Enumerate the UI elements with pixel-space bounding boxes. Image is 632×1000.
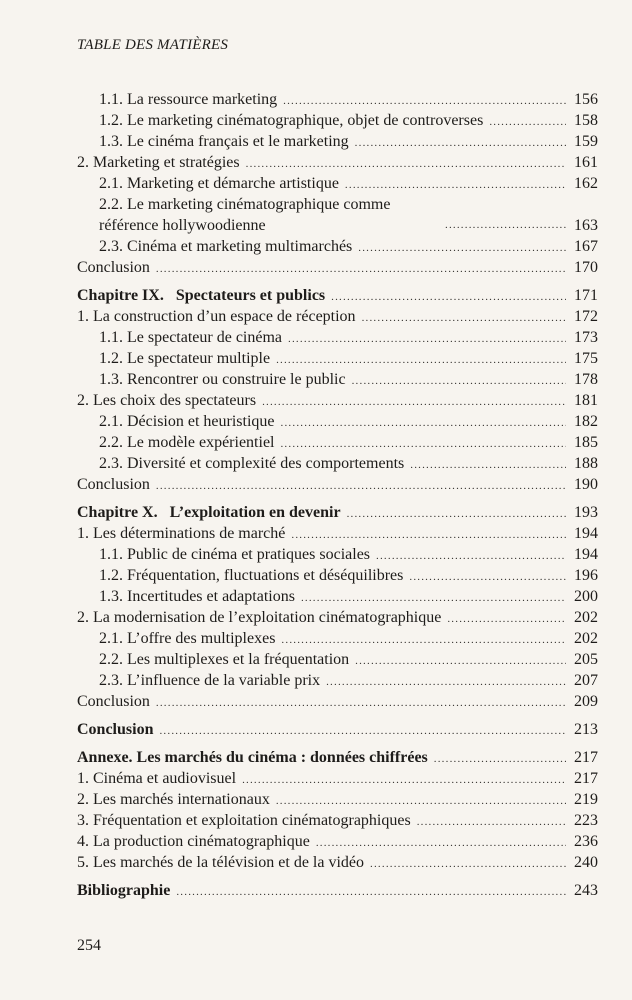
toc-entry [77, 810, 598, 831]
toc-entry [77, 194, 598, 236]
toc-entry [77, 89, 598, 110]
toc-entry-page: 181 [574, 392, 598, 409]
toc-entry [77, 523, 598, 544]
toc-entry-page: 162 [574, 175, 598, 192]
toc-entry-label: 2.2. Le marketing cinématographique comme référence hollywoodienne [99, 196, 391, 234]
toc-entry-page: 217 [574, 749, 598, 766]
leader-dots [326, 672, 566, 693]
leader-dots [291, 525, 566, 546]
leader-dots [345, 175, 566, 196]
toc-entry [77, 453, 598, 474]
toc-entry-page: 202 [574, 609, 598, 626]
toc-entry [77, 768, 598, 789]
toc-entry-label: 2.2. Le modèle expérientiel [99, 434, 275, 451]
toc-entry [77, 152, 598, 173]
toc-entry-page: 178 [574, 371, 598, 388]
toc-entry [77, 327, 598, 348]
leader-dots [410, 455, 566, 476]
toc-entry-label: 5. Les marchés de la télévision et de la vidéo [77, 854, 365, 871]
toc-entry-label: 1.3. Incertitudes et adaptations [99, 588, 295, 605]
toc-entry-label: Annexe. Les marchés du cinéma : données chiffrées [77, 749, 428, 766]
toc-entry-page: 161 [574, 154, 598, 171]
toc-entry-label: 2.2. Les multiplexes et la fréquentation [99, 651, 350, 668]
toc-entry-page: 172 [574, 308, 598, 325]
toc-entry [77, 628, 598, 649]
toc-entry-page: 196 [574, 567, 598, 584]
leader-dots [281, 413, 566, 434]
toc-entry-page: 193 [574, 504, 598, 521]
toc-entry-page: 200 [574, 588, 598, 605]
toc-entry-label: 2.1. Décision et heuristique [99, 413, 275, 430]
toc-entry-page: 173 [574, 329, 598, 346]
leader-dots [316, 833, 566, 854]
toc-entry-label: 2.1. L’offre des multiplexes [99, 630, 276, 647]
leader-dots [156, 693, 566, 714]
toc-entry [77, 257, 598, 278]
toc-entry-label: 2. La modernisation de l’exploitation cinématographique [77, 609, 442, 626]
leader-dots [445, 215, 566, 236]
toc-entry-label: 1.1. Public de cinéma et pratiques sociales [99, 546, 371, 563]
toc-entry-label: 1.3. Le cinéma français et le marketing [99, 133, 349, 150]
toc-entry-page: 185 [574, 434, 598, 451]
leader-dots [355, 651, 566, 672]
toc-entry-label: 1.3. Rencontrer ou construire le public [99, 371, 346, 388]
toc-entry-label: Conclusion [77, 259, 150, 276]
leader-dots [447, 609, 566, 630]
toc-entry-page: 217 [574, 770, 598, 787]
toc-entry-label: 1.2. Fréquentation, fluctuations et déséquilibres [99, 567, 404, 584]
toc-entry [77, 306, 598, 327]
toc-entry [77, 670, 598, 691]
toc-entry-label: Bibliographie [77, 882, 171, 899]
toc-entry-label: Conclusion [77, 693, 150, 710]
toc-entry-page: 194 [574, 525, 598, 542]
toc-entry-label: 3. Fréquentation et exploitation cinématographiques [77, 812, 411, 829]
leader-dots [347, 504, 566, 525]
leader-dots [176, 882, 566, 903]
toc-entry-label: 2.3. Diversité et complexité des comportements [99, 455, 405, 472]
toc-entry-page: 236 [574, 833, 598, 850]
toc-entry [77, 565, 598, 586]
toc-entry-label: 1.1. La ressource marketing [99, 91, 278, 108]
toc-entry [77, 173, 598, 194]
toc-entry-page: 156 [574, 91, 598, 108]
toc-entry-page: 158 [574, 112, 598, 129]
toc-entry-label: 2.3. L’influence de la variable prix [99, 672, 321, 689]
toc-entry-page: 240 [574, 854, 598, 871]
toc-entry [77, 649, 598, 670]
toc-entry [77, 369, 598, 390]
toc-entry-label: 2. Marketing et stratégies [77, 154, 240, 171]
toc-entry-page: 205 [574, 651, 598, 668]
toc-entry [77, 691, 598, 712]
toc-entry-page: 202 [574, 630, 598, 647]
toc-entry-page: 213 [574, 721, 598, 738]
toc-chapter-entry [77, 285, 598, 306]
toc-entry-label: Chapitre X. L’exploitation en devenir [77, 504, 341, 521]
leader-dots [283, 91, 566, 112]
leader-dots [355, 133, 566, 154]
toc-chapter-entry [77, 719, 598, 740]
toc-chapter-entry [77, 880, 598, 901]
toc-entry [77, 131, 598, 152]
page-number: 254 [77, 937, 101, 954]
leader-dots [352, 371, 566, 392]
toc-chapter-entry [77, 747, 598, 768]
toc-entry-page: 207 [574, 672, 598, 689]
toc-entry-label: 2.1. Marketing et démarche artistique [99, 175, 339, 192]
toc-entry [77, 432, 598, 453]
toc-entry [77, 390, 598, 411]
leader-dots [370, 854, 566, 875]
toc-entry-label: 2.3. Cinéma et marketing multimarchés [99, 238, 353, 255]
toc-entry [77, 586, 598, 607]
toc-entry-label: Conclusion [77, 721, 154, 738]
running-header: TABLE DES MATIÈRES [77, 37, 229, 53]
leader-dots [358, 238, 566, 259]
toc-entry [77, 110, 598, 131]
leader-dots [242, 770, 566, 791]
toc-entry [77, 236, 598, 257]
toc-entry-page: 175 [574, 350, 598, 367]
toc-entry-label: 2. Les choix des spectateurs [77, 392, 257, 409]
leader-dots [276, 791, 566, 812]
toc-entry [77, 348, 598, 369]
toc-entry [77, 831, 598, 852]
toc-entry-page: 223 [574, 812, 598, 829]
leader-dots [156, 259, 566, 280]
toc-entry-page: 159 [574, 133, 598, 150]
leader-dots [417, 812, 566, 833]
leader-dots [156, 476, 566, 497]
toc-entry-page: 190 [574, 476, 598, 493]
toc-entry [77, 544, 598, 565]
leader-dots [262, 392, 566, 413]
leader-dots [434, 749, 566, 770]
leader-dots [301, 588, 566, 609]
leader-dots [281, 630, 566, 651]
toc-entry-label: 1. La construction d’un espace de réception [77, 308, 356, 325]
toc-entry-label: Conclusion [77, 476, 150, 493]
leader-dots [362, 308, 566, 329]
leader-dots [489, 112, 566, 133]
leader-dots [409, 567, 566, 588]
leader-dots [276, 350, 566, 371]
leader-dots [331, 287, 566, 308]
toc-entry [77, 852, 598, 873]
toc-entry-label: 4. La production cinématographique [77, 833, 310, 850]
toc-entry-label: 1.2. Le marketing cinématographique, objet de controverses [99, 112, 484, 129]
leader-dots [159, 721, 566, 742]
toc-entry-page: 188 [574, 455, 598, 472]
toc-entry-label: 1.1. Le spectateur de cinéma [99, 329, 283, 346]
toc-entry-label: 1. Les déterminations de marché [77, 525, 286, 542]
leader-dots [246, 154, 566, 175]
toc-entry [77, 474, 598, 495]
toc-entry-label: 2. Les marchés internationaux [77, 791, 270, 808]
toc-entry-page: 171 [574, 287, 598, 304]
toc-entry-page: 163 [574, 217, 598, 234]
toc-entry-page: 194 [574, 546, 598, 563]
toc-entry-label: 1.2. Le spectateur multiple [99, 350, 271, 367]
toc-entry-page: 243 [574, 882, 598, 899]
toc-entry-page: 209 [574, 693, 598, 710]
toc-entry-page: 219 [574, 791, 598, 808]
toc-entry-page: 170 [574, 259, 598, 276]
toc-entry-page: 167 [574, 238, 598, 255]
toc-entry [77, 607, 598, 628]
toc-entry-label: Chapitre IX. Spectateurs et publics [77, 287, 326, 304]
toc-chapter-entry [77, 502, 598, 523]
table-of-contents [77, 89, 598, 901]
toc-entry [77, 789, 598, 810]
leader-dots [280, 434, 566, 455]
toc-entry-page: 182 [574, 413, 598, 430]
toc-entry-label: 1. Cinéma et audiovisuel [77, 770, 237, 787]
toc-entry [77, 411, 598, 432]
leader-dots [288, 329, 566, 350]
leader-dots [376, 546, 566, 567]
